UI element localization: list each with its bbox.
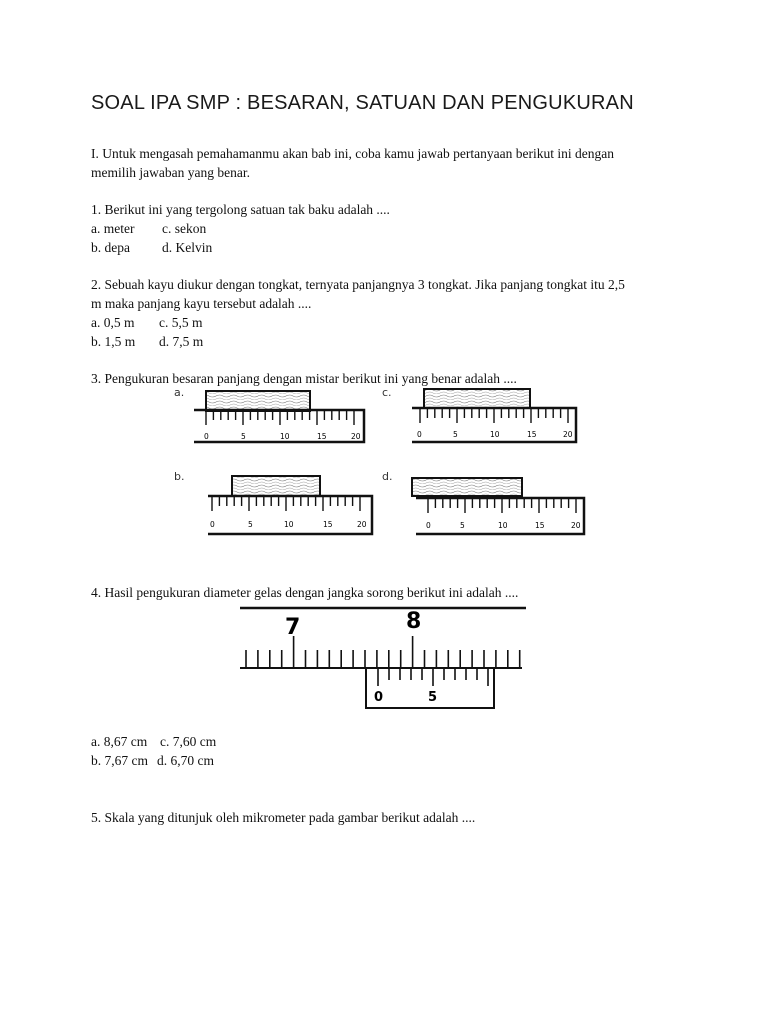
q2-option-c: c. 5,5 m: [159, 315, 203, 330]
tick-label-0: 0: [204, 432, 209, 441]
tick-label-5: 5: [241, 432, 246, 441]
q1-option-c: c. sekon: [162, 221, 207, 236]
tick-label-0: 0: [210, 520, 215, 529]
tick-label-15: 15: [317, 432, 327, 441]
intro-line-1: I. Untuk mengasah pemahamanmu akan bab ini, coba kamu jawab pertanyaan berikut ini dengan: [91, 146, 614, 161]
ruler-c: [412, 389, 576, 442]
caliper-figure: [236, 600, 536, 715]
page-title: SOAL IPA SMP : BESARAN, SATUAN DAN PENGUKURAN: [91, 92, 634, 114]
q4-option-d: d. 6,70 cm: [157, 753, 214, 768]
q5-question: 5. Skala yang ditunjuk oleh mikrometer pada gambar berikut adalah ....: [91, 810, 476, 825]
vernier-label-5: 5: [428, 690, 438, 705]
tick-label-10: 10: [284, 520, 294, 529]
q1-option-b: b. depa: [91, 240, 130, 255]
q2-option-d: d. 7,5 m: [159, 334, 204, 349]
tick-label-20: 20: [571, 521, 581, 530]
q3-question: 3. Pengukuran besaran panjang dengan mistar berikut ini yang benar adalah ....: [91, 371, 517, 386]
label-c: c.: [382, 386, 392, 399]
tick-label-20: 20: [563, 430, 573, 439]
tick-label-10: 10: [490, 430, 500, 439]
label-d: d.: [382, 470, 393, 483]
tick-label-5: 5: [248, 520, 253, 529]
q1-option-a: a. meter: [91, 221, 135, 236]
q2-option-a: a. 0,5 m: [91, 315, 135, 330]
q4-option-b: b. 7,67 cm: [91, 753, 148, 768]
q2-question-line-1: 2. Sebuah kayu diukur dengan tongkat, ternyata panjangnya 3 tongkat. Jika panjang tongkat itu 2,5: [91, 277, 625, 292]
ruler-a: [194, 391, 364, 442]
tick-label-0: 0: [417, 430, 422, 439]
q2-option-b: b. 1,5 m: [91, 334, 136, 349]
label-b: b.: [174, 470, 185, 483]
tick-label-5: 5: [453, 430, 458, 439]
ruler-figure: [160, 382, 600, 542]
intro-line-2: memilih jawaban yang benar.: [91, 165, 250, 180]
tick-label-5: 5: [460, 521, 465, 530]
tick-label-20: 20: [357, 520, 367, 529]
tick-label-20: 20: [351, 432, 361, 441]
main-label-7: 7: [285, 615, 301, 640]
tick-label-10: 10: [280, 432, 290, 441]
q4-option-c: c. 7,60 cm: [160, 734, 217, 749]
main-label-8: 8: [406, 609, 422, 634]
q1-question: 1. Berikut ini yang tergolong satuan tak baku adalah ....: [91, 202, 390, 217]
label-a: a.: [174, 386, 185, 399]
vernier-label-0: 0: [374, 690, 384, 705]
tick-label-15: 15: [323, 520, 333, 529]
tick-label-0: 0: [426, 521, 431, 530]
tick-label-15: 15: [535, 521, 545, 530]
q4-option-a: a. 8,67 cm: [91, 734, 148, 749]
tick-label-15: 15: [527, 430, 537, 439]
q2-question-line-2: m maka panjang kayu tersebut adalah ....: [91, 296, 312, 311]
q1-option-d: d. Kelvin: [162, 240, 213, 255]
q4-question: 4. Hasil pengukuran diameter gelas dengan jangka sorong berikut ini adalah ....: [91, 585, 519, 600]
ruler-b: [208, 476, 372, 534]
tick-label-10: 10: [498, 521, 508, 530]
ruler-d: [412, 478, 584, 534]
